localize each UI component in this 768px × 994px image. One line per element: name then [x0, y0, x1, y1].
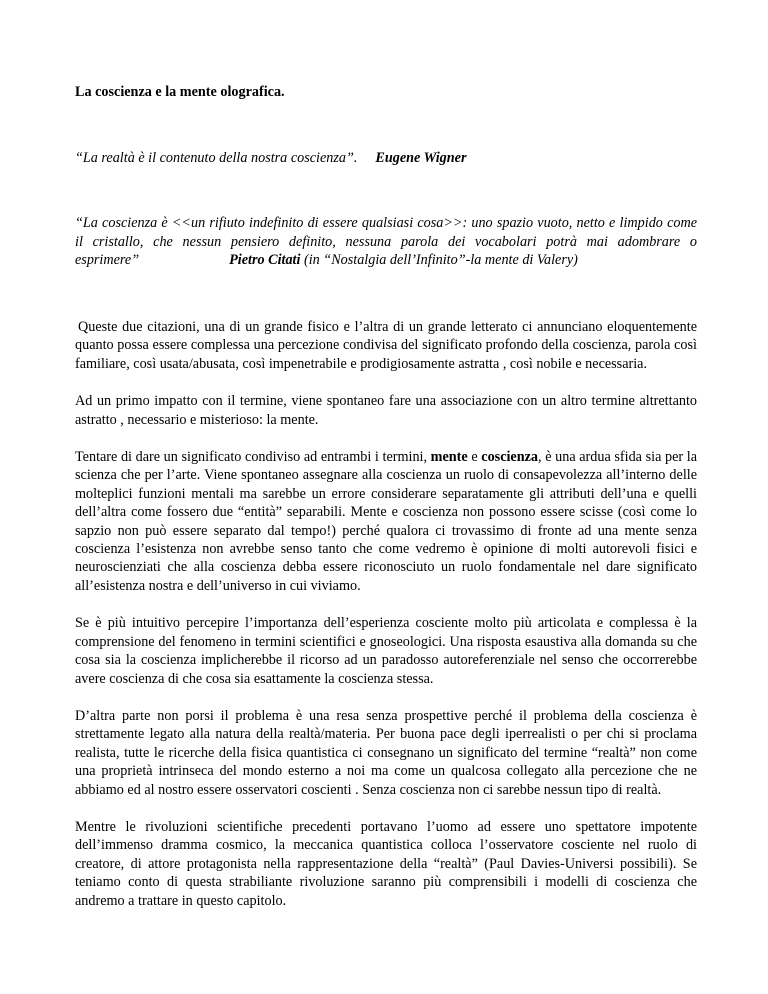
- epigraph-author: Pietro Citati: [229, 252, 301, 268]
- bold-term-coscienza: coscienza: [481, 449, 539, 466]
- paragraph: Queste due citazioni, una di un grande fisico e l’altra di un grande letterato ci annunciano eloquentemente quanto possa essere complessa una percezione condivisa del significato profondo della coscienza, parola così familiare, così usata/abusata, così impenetrabile e prodigiosamente astratta , così nobile e necessaria.: [75, 319, 697, 372]
- paragraph: [75, 448, 697, 595]
- paragraph: Ad un primo impatto con il termine, viene spontaneo fare una associazione con un altro termine altrettanto astratto , necessario e misterioso: la mente.: [75, 393, 697, 428]
- paragraph: D’altra parte non porsi il problema è una resa senza prospettive perché il problema della coscienza è strettamente legato alla natura della realtà/materia. Per buona pace degli iperrealisti o per chi si proclama realista, tutte le ricerche della fisica quantistica ci consegnano un significato del termine “realtà” non come una proprietà intrinseca del mondo esterno a noi ma come un qualcosa collegato alla percezione che ne abbiamo ed al nostro essere osservatori coscienti . Senza coscienza non ci sarebbe nessun tipo di realtà.: [75, 707, 697, 798]
- epigraph-quote: “La realtà è il contenuto della nostra coscienza”.: [75, 150, 358, 166]
- epigraph-source: (in “Nostalgia dell’Infinito”-la mente di Valery): [304, 252, 578, 268]
- epigraph-quote: “La coscienza è <<un rifiuto indefinito di essere qualsiasi cosa>>: uno spazio vuoto, netto e limpido come il cristallo, che nessun pensiero definito, nessuna parola dei vocabolari potrà mai adombrare o esprimere”: [75, 215, 697, 268]
- paragraph: Mentre le rivoluzioni scientifiche precedenti portavano l’uomo ad essere uno spettatore impotente dell’immenso dramma cosmico, la meccanica quantistica colloca l’osservatore cosciente nel ruolo di creatore, di attore protagonista nella rappresentazione della “realtà” (Paul Davies-Universi possibili). Se teniamo conto di questa strabiliante rivoluzione saranno più comprensibili i modelli di coscienza che andremo a trattare in questo capitolo.: [75, 818, 697, 909]
- paragraph-text: , è una ardua sfida sia per la scienza che per l’arte. Viene spontaneo assegnare alla coscienza un ruolo di consapevolezza all’interno delle molteplici funzioni mentali ma sarebbe un errore considerare separatamente gli attributi dell’una e quelli dell’altra come fossero due “entità” separabili. Mente e coscienza non possono essere scisse (così come lo sapzio non può essere separato dal tempo!) perché qualora ci trovassimo di fronte ad una mente senza coscienza l’esistenza non avrebbe senso tanto che come vedremo è opinione di molti autorevoli fisici e neuroscienziati che alla coscienza debba essere riconosciuto un ruolo fondamentale nel dare significato all’esistenza nostra e dell’universo in cui viviamo.: [75, 449, 697, 594]
- paragraph: Se è più intuitivo percepire l’importanza dell’esperienza cosciente molto più articolata e complessa è la comprensione del fenomeno in termini scientifici e gnoseologici. Una risposta esaustiva alla domanda su che cosa sia la coscienza implicherebbe il ricorso ad un paradosso autoreferenziale nel senso che occorrerebbe avere coscienza di che cosa sia esattamente la coscienza stessa.: [75, 615, 697, 687]
- bold-term-mente: mente: [430, 449, 468, 466]
- epigraph-wigner: [75, 150, 466, 167]
- paragraph-text: e: [467, 449, 482, 466]
- body-text: [75, 318, 697, 929]
- epigraph-citati: [75, 214, 697, 270]
- document-title: La coscienza e la mente olografica.: [75, 84, 285, 100]
- epigraph-author: Eugene Wigner: [375, 150, 467, 166]
- paragraph-text: Tentare di dare un significato condiviso ad entrambi i termini,: [75, 449, 431, 466]
